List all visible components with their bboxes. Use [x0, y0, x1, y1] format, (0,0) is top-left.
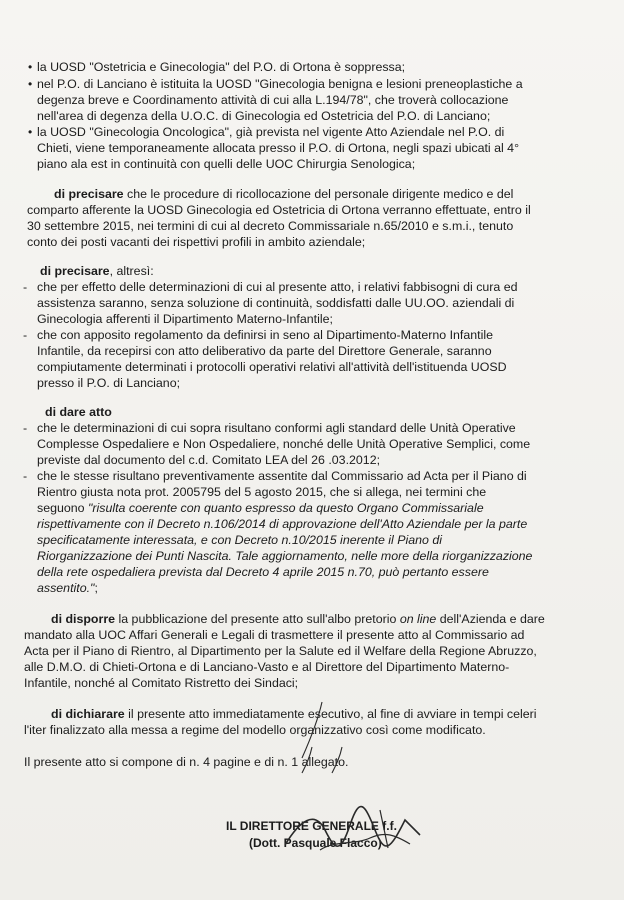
signature-name: (Dott. Pasquale Flacco) — [249, 836, 382, 850]
bullet-3-line: piano ala est in continuità con quelli delle UOC Chirurgia Senologica; — [37, 157, 416, 171]
paragraph-lead: di dare atto — [45, 405, 112, 419]
pen-mark — [300, 745, 360, 775]
paragraph-3-item-line: previste dal documento del c.d. Comitato LEA del 26 .03.2012; — [37, 453, 381, 467]
paragraph-2-item-line: che per effetto delle determinazioni di cui al presente atto, i relativi fabbisogni di cura ed — [37, 280, 518, 294]
paragraph-5-line: l'iter finalizzato alla messa a regime del modello organizzativo così come modificato. — [24, 723, 486, 737]
paragraph-3-heading — [45, 404, 112, 420]
handwritten-signature — [280, 800, 430, 860]
dash-marker: - — [23, 280, 28, 294]
bullet-2-line: degenza breve e Coordinamento attività di cui alla L.194/78", che troverà collocazione — [37, 93, 509, 107]
dash-marker: - — [23, 328, 28, 342]
paragraph-2-item-line: Ginecologia afferenti il Dipartimento Materno-Infantile; — [37, 312, 333, 326]
paragraph-1-line: comparto afferente la UOSD Ginecologia ed Ostetricia di Ortona verranno effettuate, entro il — [27, 203, 531, 217]
paragraph-2-item-line: compiutamente determinati i protocolli operativi relativi all'attività dell'istituenda UOSD — [37, 360, 507, 374]
composition-note: Il presente atto si compone di n. 4 pagine e di n. 1 allegato. — [24, 755, 349, 769]
paragraph-3-quote-line: Riorganizzazione dei Punti Nascita. Tale aggiornamento, nelle more della riorganizzazione — [37, 549, 533, 563]
paragraph-2-item-line: che con apposito regolamento da definirsi in seno al Dipartimento-Materno Infantile — [37, 328, 493, 342]
paragraph-lead: di disporre — [51, 612, 116, 626]
paragraph-2-item-line: assistenza saranno, senza soluzione di continuità, soddisfatti dalle UU.OO. aziendali di — [37, 296, 515, 310]
paragraph-3-item-line: che le determinazioni di cui sopra risultano conformi agli standard delle Unità Operative — [37, 421, 516, 435]
paragraph-3-quote-end: assentito."; — [37, 581, 98, 595]
paragraph-1-first-line: di precisare che le procedure di ricollocazione del personale dirigente medico e del — [54, 187, 514, 201]
paragraph-3-item-line: che le stesse risultano preventivamente assentite dal Commissario ad Acta per il Piano di — [37, 469, 527, 483]
dash-marker: - — [23, 421, 28, 435]
bullet-3-line: la UOSD "Ginecologia Oncologica", già prevista nel vigente Atto Aziendale nel P.O. di — [37, 125, 505, 139]
signature-title: IL DIRETTORE GENERALE f.f. — [226, 819, 397, 833]
paragraph-3-quote-line: specificatamente interessata, e con Decreto n.10/2015 inerente il Piano di — [37, 533, 443, 547]
paragraph-2-item-line: Infantile, da recepirsi con atto deliberativo da parte del Direttore Generale, saranno — [37, 344, 492, 358]
bullet-1-text: la UOSD "Ostetricia e Ginecologia" del P.O. di Ortona è soppressa; — [37, 60, 406, 74]
paragraph-3-quote-line: rispettivamente con il Decreto n.106/2014 di approvazione dell'Atto Aziendale per la parte — [37, 517, 528, 531]
bullet-2-line: nel P.O. di Lanciano è istituita la UOSD "Ginecologia benigna e lesioni preneoplastiche a — [37, 77, 523, 91]
paragraph-4-line: Acta per il Piano di Rientro, al Dipartimento per la Salute ed il Welfare della Regione Abruzzo, — [24, 644, 537, 658]
paragraph-3-quote-line: della rete ospedaliera prevista dal Decreto 4 aprile 2015 n.70, può pertanto essere — [37, 565, 489, 579]
bullet-marker: • — [28, 60, 33, 74]
paragraph-4-first-line: di disporre la pubblicazione del presente atto sull'albo pretorio on line dell'Azienda e dare — [51, 612, 545, 626]
paragraph-3-item-line: Rientro giusta nota prot. 2005795 del 5 agosto 2015, che si allega, nei termini che — [37, 485, 487, 499]
paragraph-lead: di precisare — [54, 187, 124, 201]
bullet-2-line: nell'area di degenza della U.O.C. di Ginecologia ed Ostetricia del P.O. di Lanciano; — [37, 109, 491, 123]
paragraph-lead: di dichiarare — [51, 707, 125, 721]
bullet-marker: • — [28, 77, 33, 91]
paragraph-lead: di precisare — [40, 264, 110, 278]
paragraph-1-line: 30 settembre 2015, nei termini di cui al decreto Commissariale n.65/2010 e s.m.i., tenuto — [27, 219, 514, 233]
paragraph-4-line: mandato alla UOC Affari Generali e Legali di trasmettere il presente atto al Commissario ad — [24, 628, 525, 642]
paragraph-4-line: Infantile, nonché al Comitato Ristretto dei Sindaci; — [24, 676, 299, 690]
paragraph-3-quote-start: seguono "risulta coerente con quanto espresso da questo Organo Commissariale — [37, 501, 484, 515]
paragraph-3-item-line: Complesse Ospedaliere e Non Ospedaliere, nonché delle Unità Operative Semplici, come — [37, 437, 531, 451]
bullet-marker: • — [28, 125, 33, 139]
dash-marker: - — [23, 469, 28, 483]
paragraph-2-item-line: presso il P.O. di Lanciano; — [37, 376, 181, 390]
paragraph-4-line: alle D.M.O. di Chieti-Ortona e di Lanciano-Vasto e al Direttore del Dipartimento Materno- — [24, 660, 510, 674]
paragraph-2-heading: di precisare, altresì: — [40, 264, 154, 278]
paragraph-5-first-line: di dichiarare il presente atto immediatamente esecutivo, al fine di avviare in tempi celeri — [51, 707, 537, 721]
bullet-3-line: Chieti, viene temporaneamente allocata presso il P.O. di Ortona, negli spazi ubicati al 4° — [37, 141, 520, 155]
paragraph-1-line: conto dei posti vacanti dei rispettivi profili in ambito aziendale; — [27, 235, 366, 249]
